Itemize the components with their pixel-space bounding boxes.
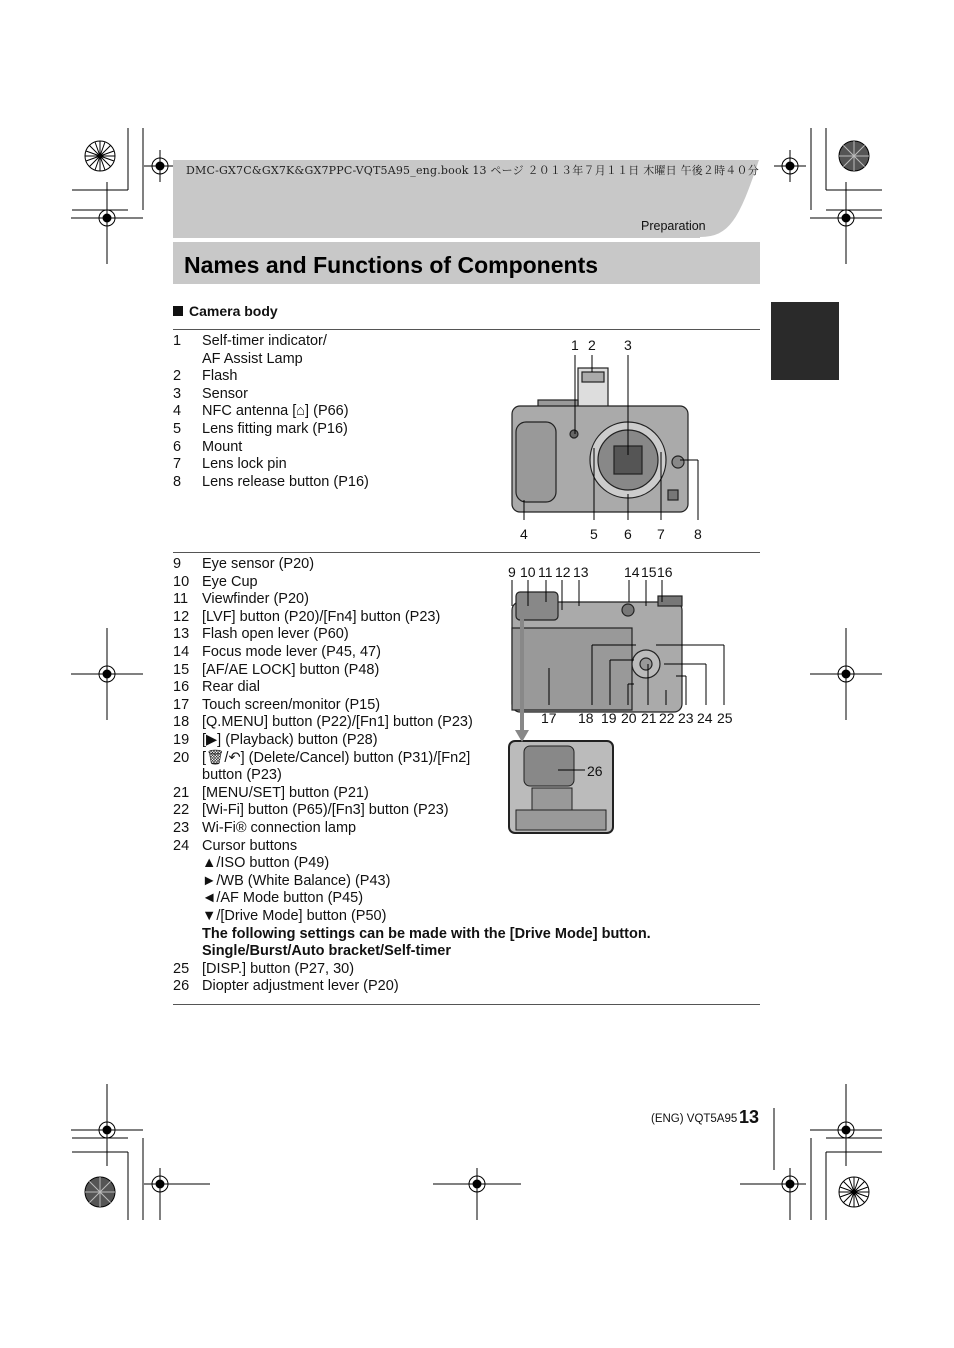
callout-3: 3 bbox=[624, 337, 632, 353]
list-item-text: Wi-Fi® connection lamp bbox=[202, 820, 357, 836]
document-reference: (ENG) VQT5A95 bbox=[651, 1113, 738, 1125]
subsection-label: Camera body bbox=[189, 303, 278, 319]
page-number: 13 bbox=[739, 1107, 760, 1127]
callout-25: 25 bbox=[717, 710, 733, 726]
list-item-text: [▶] (Playback) button (P28) bbox=[202, 732, 378, 748]
callout-9: 9 bbox=[508, 564, 516, 580]
callout-19: 19 bbox=[601, 710, 617, 726]
list-item-number: 26 bbox=[173, 978, 190, 995]
list-item-number: 6 bbox=[173, 438, 182, 455]
callout-10: 10 bbox=[520, 564, 536, 580]
list-item-text: [MENU/SET] button (P21) bbox=[202, 784, 369, 801]
list-item-number: 21 bbox=[173, 784, 190, 801]
list-item-text: ▲/ISO button (P49) bbox=[202, 855, 330, 872]
list-item-text: [AF/AE LOCK] button (P48) bbox=[202, 661, 380, 678]
callout-17: 17 bbox=[541, 710, 557, 726]
callout-14: 14 bbox=[624, 564, 640, 580]
list-item-text: ◄/AF Mode button (P45) bbox=[202, 890, 364, 907]
list-item-number: 14 bbox=[173, 644, 190, 660]
list-item-text: Cursor buttons bbox=[202, 837, 298, 854]
callout-16: 16 bbox=[657, 564, 673, 580]
list-item-text: Sensor bbox=[202, 385, 248, 402]
list-item-text: Single/Burst/Auto bracket/Self-timer bbox=[202, 943, 451, 960]
list-item-number: 5 bbox=[173, 421, 182, 437]
list-item-text: Diopter adjustment lever (P20) bbox=[202, 978, 399, 995]
list-item-number: 4 bbox=[173, 403, 182, 420]
list-item-number: 17 bbox=[173, 696, 190, 713]
list-item-number: 13 bbox=[173, 626, 190, 643]
list-item-text: Viewfinder (P20) bbox=[202, 591, 309, 608]
list-item-number: 1 bbox=[173, 333, 182, 349]
list-item-text: Self-timer indicator/ bbox=[202, 333, 327, 349]
callout-20: 20 bbox=[621, 710, 637, 726]
callout-12: 12 bbox=[555, 564, 571, 580]
list-item-number: 23 bbox=[173, 820, 190, 836]
list-item-number: 22 bbox=[173, 802, 190, 819]
callout-4: 4 bbox=[520, 526, 528, 542]
list-item-number: 8 bbox=[173, 473, 182, 490]
callout-13: 13 bbox=[573, 564, 589, 580]
list-item-number: 15 bbox=[173, 661, 190, 678]
list-item-number: 19 bbox=[173, 732, 190, 748]
list-item-text: [🗑/↶] (Delete/Cancel) button (P31)/[Fn2] bbox=[202, 749, 471, 766]
callout-1: 1 bbox=[571, 337, 579, 353]
page-title: Names and Functions of Components bbox=[184, 252, 599, 278]
list-item-number: 7 bbox=[173, 456, 182, 473]
list-item-text: [Q.MENU] button (P22)/[Fn1] button (P23) bbox=[202, 714, 473, 731]
list-item-text: Rear dial bbox=[202, 679, 261, 696]
list-item-text: Touch screen/monitor (P15) bbox=[202, 696, 381, 713]
list-item-text: Flash open lever (P60) bbox=[202, 626, 349, 643]
callout-5: 5 bbox=[590, 526, 598, 542]
list-item-number: 2 bbox=[173, 368, 182, 385]
list-item-number: 11 bbox=[173, 591, 189, 608]
callout-23: 23 bbox=[678, 710, 694, 726]
list-item-number: 16 bbox=[173, 679, 190, 696]
callout-15: 15 bbox=[641, 564, 657, 580]
list-item-number: 9 bbox=[173, 556, 182, 572]
callout-24: 24 bbox=[697, 710, 713, 726]
list-item-text: Flash bbox=[202, 368, 238, 385]
list-item-text: ▼/[Drive Mode] button (P50) bbox=[202, 908, 387, 924]
list-item-text: [Wi-Fi] button (P65)/[Fn3] button (P23) bbox=[202, 802, 449, 819]
list-item-number: 10 bbox=[173, 573, 190, 590]
list-item-text: Lens fitting mark (P16) bbox=[202, 421, 348, 437]
callout-22: 22 bbox=[659, 710, 675, 726]
list-item-number: 3 bbox=[173, 385, 182, 402]
list-item-text: ►/WB (White Balance) (P43) bbox=[202, 872, 391, 889]
callout-18: 18 bbox=[578, 710, 594, 726]
list-item-number: 12 bbox=[173, 608, 190, 625]
list-item-text: Focus mode lever (P45, 47) bbox=[202, 644, 381, 660]
list-item-text: Eye Cup bbox=[202, 573, 258, 590]
section-label: Preparation bbox=[641, 219, 706, 233]
list-item-text: AF Assist Lamp bbox=[202, 350, 303, 367]
callout-21: 21 bbox=[641, 710, 657, 726]
list-item-text: Mount bbox=[202, 438, 243, 455]
callout-2: 2 bbox=[588, 337, 596, 353]
list-item-number: 18 bbox=[173, 714, 190, 731]
callout-11: 11 bbox=[538, 564, 553, 580]
callout-8: 8 bbox=[694, 526, 702, 542]
list-item-text: Lens release button (P16) bbox=[202, 473, 369, 490]
list-item-number: 20 bbox=[173, 749, 190, 766]
list-item-text: button (P23) bbox=[202, 767, 282, 784]
callout-7: 7 bbox=[657, 526, 665, 542]
list-item-text: The following settings can be made with the [Drive Mode] button. bbox=[202, 925, 651, 942]
callout-6: 6 bbox=[624, 526, 632, 542]
list-item-text: NFC antenna [⌂] (P66) bbox=[202, 403, 349, 420]
list-item-number: 24 bbox=[173, 837, 190, 854]
callout-26: 26 bbox=[587, 763, 603, 779]
list-item-text: [DISP.] button (P27, 30) bbox=[202, 960, 355, 977]
print-header: DMC-GX7C&GX7K&GX7PPC-VQT5A95_eng.book 13 ページ ２０１３年７月１１日 木曜日 午後２時４０分 bbox=[186, 164, 759, 177]
list-item-number: 25 bbox=[173, 960, 190, 977]
list-item-text: Eye sensor (P20) bbox=[202, 556, 315, 572]
list-item-text: [LVF] button (P20)/[Fn4] button (P23) bbox=[202, 608, 441, 625]
list-item-text: Lens lock pin bbox=[202, 456, 287, 473]
